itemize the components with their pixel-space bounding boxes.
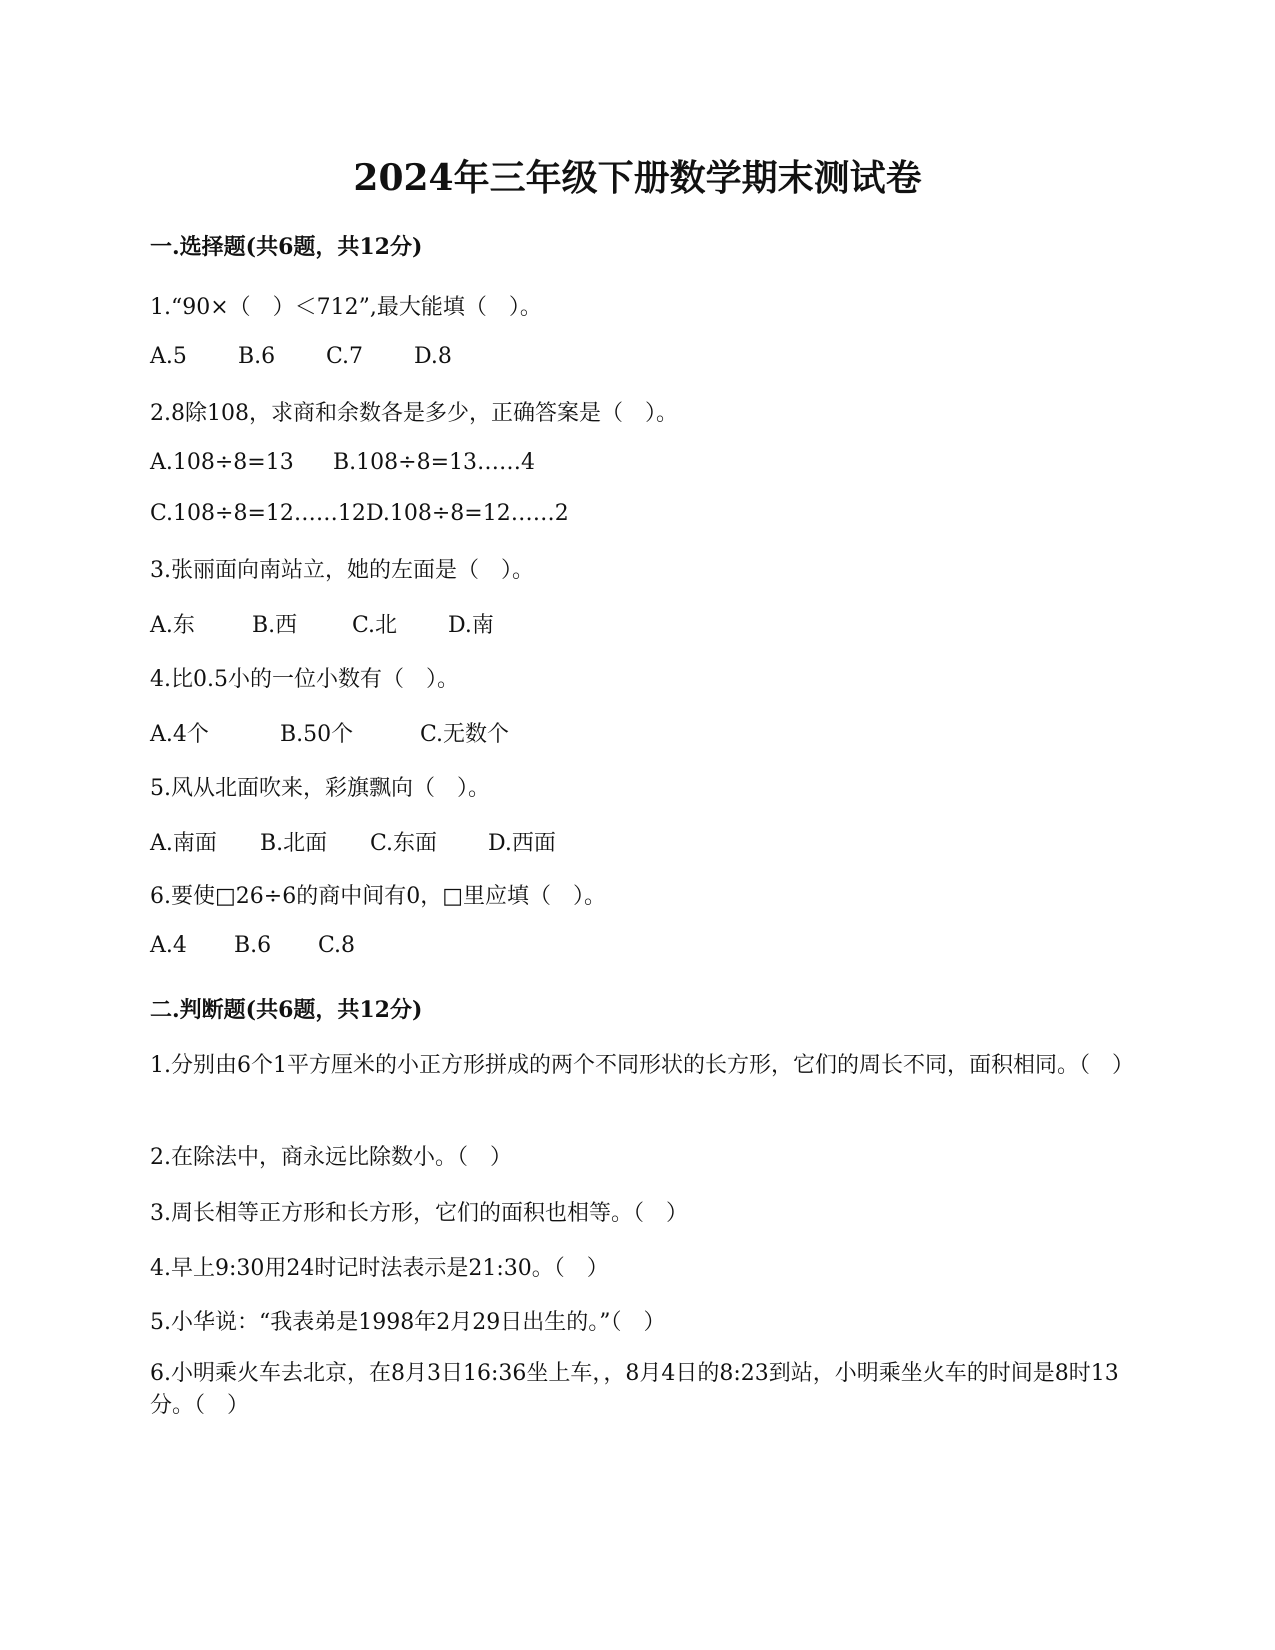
option-c: C.7: [326, 344, 364, 369]
question-5-options: [150, 826, 556, 857]
question-5-text: 5.风从北面吹来，彩旗飘向（ ）。: [150, 776, 490, 801]
option-a: A.4个: [150, 722, 209, 747]
judgment-question-1: 1.分别由6个1平方厘米的小正方形拼成的两个不同形状的长方形，它们的周长不同，面积相同。（ ）: [150, 1053, 1134, 1078]
option-b: B.6: [234, 933, 272, 958]
question-3-text: 3.张丽面向南站立，她的左面是（ ）。: [150, 558, 534, 583]
judgment-question-2: 2.在除法中，商永远比除数小。（ ）: [150, 1145, 512, 1170]
question-2-options-row2: [150, 501, 569, 526]
option-c: C.8: [318, 933, 356, 958]
option-d: D.8: [414, 344, 452, 369]
judgment-question-4: 4.早上9:30用24时记时法表示是21:30。（ ）: [150, 1256, 609, 1281]
option-b: B.北面: [260, 831, 328, 856]
section-heading-choice: 一.选择题(共6题，共12分): [150, 234, 423, 260]
question-2-options-row1: [150, 450, 535, 475]
question-3-options: [150, 608, 494, 639]
option-b: B.108÷8=13……4: [333, 450, 536, 475]
judgment-question-5: 5.小华说：“我表弟是1998年2月29日出生的。”（ ）: [150, 1310, 666, 1335]
question-6-text: 6.要使□26÷6的商中间有0，□里应填（ ）。: [150, 884, 606, 909]
option-c: C.北: [352, 613, 398, 638]
option-a: A.108÷8=13: [150, 450, 294, 475]
option-a: A.5: [150, 344, 187, 369]
option-c: C.东面: [370, 831, 438, 856]
question-1-options: [150, 344, 452, 369]
judgment-question-6: 6.小明乘火车去北京，在8月3日16:36坐上车，，8月4日的8:23到站，小明乘坐火车的时间是8时13分。（ ）: [150, 1361, 1119, 1418]
judgment-question-3: 3.周长相等正方形和长方形，它们的面积也相等。（ ）: [150, 1201, 688, 1226]
option-d: D.108÷8=12……2: [366, 501, 569, 526]
section-heading-judgment: 二.判断题(共6题，共12分): [150, 997, 423, 1023]
question-2-text: 2.8除108，求商和余数各是多少，正确答案是（ ）。: [150, 401, 678, 426]
option-a: A.南面: [150, 831, 217, 856]
option-d: D.西面: [488, 831, 556, 856]
question-4-text: 4.比0.5小的一位小数有（ ）。: [150, 667, 459, 692]
question-1-text: 1.“90×（ ）＜712”,最大能填（ ）。: [150, 295, 542, 320]
question-6-options: [150, 933, 355, 958]
option-b: B.6: [238, 344, 276, 369]
option-c: C.108÷8=12……12: [150, 501, 366, 526]
option-a: A.4: [150, 933, 187, 958]
option-c: C.无数个: [420, 722, 510, 747]
option-b: B.50个: [280, 722, 354, 747]
option-a: A.东: [150, 613, 195, 638]
page-title: 2024年三年级下册数学期末测试卷: [353, 157, 922, 199]
question-4-options: [150, 717, 509, 748]
option-b: B.西: [252, 613, 298, 638]
option-d: D.南: [448, 613, 494, 638]
